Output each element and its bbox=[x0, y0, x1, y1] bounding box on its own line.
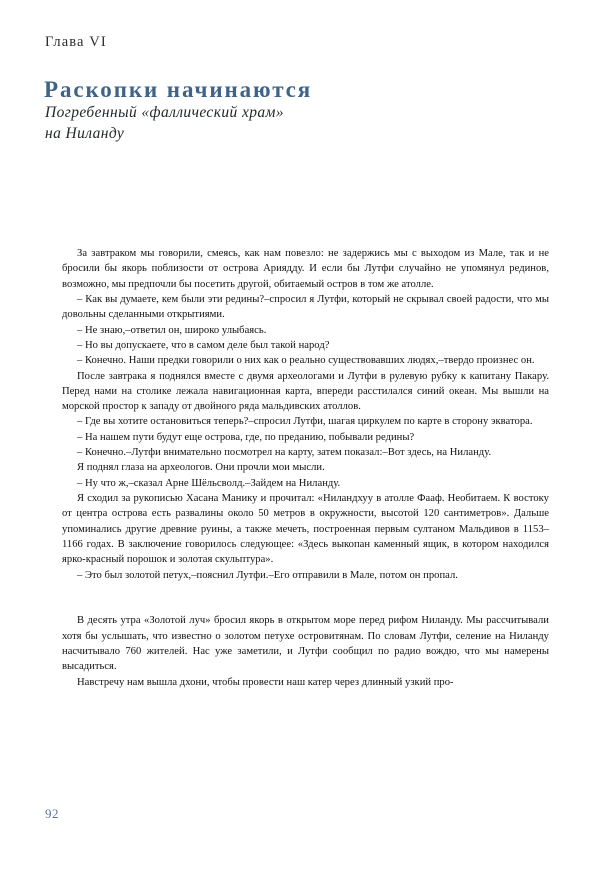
paragraph: За завтраком мы говорили, смеясь, как нам повезло: не задержись мы с выходом из Мале, так и не бросили бы якорь поблизости от острова Ариядду. И если бы Лутфи случайно не упомянул рединов, возможно, мы предпочли бы посетить другой, обитаемый остров в том же атолле. bbox=[62, 248, 549, 290]
paragraph: – Как вы думаете, кем были эти редины?–спросил я Лутфи, который не скрывал своей радости, что мы довольны сделанными открытиями. bbox=[62, 293, 549, 321]
chapter-subtitle-line-1: Погребенный «фаллический храм» bbox=[45, 104, 284, 121]
paragraph: – Конечно.–Лутфи внимательно посмотрел на карту, затем показал:–Вот здесь, на Ниланду. bbox=[77, 447, 492, 459]
paragraph: – Но вы допускаете, что в самом деле был такой народ? bbox=[77, 339, 330, 351]
paragraph: В десять утра «Золотой луч» бросил якорь в открытом море перед рифом Ниланду. Мы рассчитывали хотя бы услышать, что известно о золотом петухе островитянам. По словам Лутфи, селение на Ниланду насчитывало 760 жителей. Нас уже заметили, и Лутфи сообщил по радио вождю, что мы намерены высадиться. bbox=[62, 615, 549, 673]
chapter-label: Глава VI bbox=[45, 34, 107, 50]
paragraph: Я сходил за рукописью Хасана Манику и прочитал: «Ниландхуу в атолле Фааф. Необитаем. К востоку от центра острова есть развалины около 50 метров в окружности, высотой 120 сантиметров». Дальше упоминались другие древние руины, а также мечеть, построенная первым султаном Мальдивов в 1153–1166 годах. В заключение говорилось следующее: «Здесь выкопан каменный ящик, в котором находился ярко-красный порошок и золотая скульптура». bbox=[62, 493, 549, 566]
page-number: 92 bbox=[45, 806, 59, 821]
paragraph: – Конечно. Наши предки говорили о них как о реально существовавших людях,–твердо произнес он. bbox=[77, 355, 535, 367]
paragraph: Навстречу нам вышла дхони, чтобы провести наш катер через длинный узкий про- bbox=[77, 676, 454, 688]
paragraph: – На нашем пути будут еще острова, где, по преданию, побывали редины? bbox=[77, 431, 415, 443]
body-text bbox=[62, 246, 549, 690]
page-title: Раскопки начинаются bbox=[44, 77, 313, 103]
paragraph: Я поднял глаза на археологов. Они прочли мои мысли. bbox=[77, 462, 325, 474]
paragraph: – Где вы хотите остановиться теперь?–спросил Лутфи, шагая циркулем по карте в сторону экватора. bbox=[77, 416, 533, 428]
chapter-subtitle bbox=[45, 102, 475, 144]
chapter-subtitle-line-2: на Ниланду bbox=[45, 125, 125, 142]
paragraph: – Это был золотой петух,–пояснил Лутфи.–Его отправили в Мале, потом он пропал. bbox=[77, 569, 458, 581]
paragraph: После завтрака я поднялся вместе с двумя археологами и Лутфи в рулевую рубку к капитану Пакару. Перед нами на столике лежала навигационная карта, впереди расстилался синий океан. Мы вышли на морской простор к западу от двойного ряда мальдивских атоллов. bbox=[62, 370, 549, 413]
paragraph: – Не знаю,–ответил он, широко улыбаясь. bbox=[77, 324, 267, 336]
paragraph: – Ну что ж,–сказал Арне Шёльсволд.–Зайдем на Ниланду. bbox=[77, 477, 341, 489]
